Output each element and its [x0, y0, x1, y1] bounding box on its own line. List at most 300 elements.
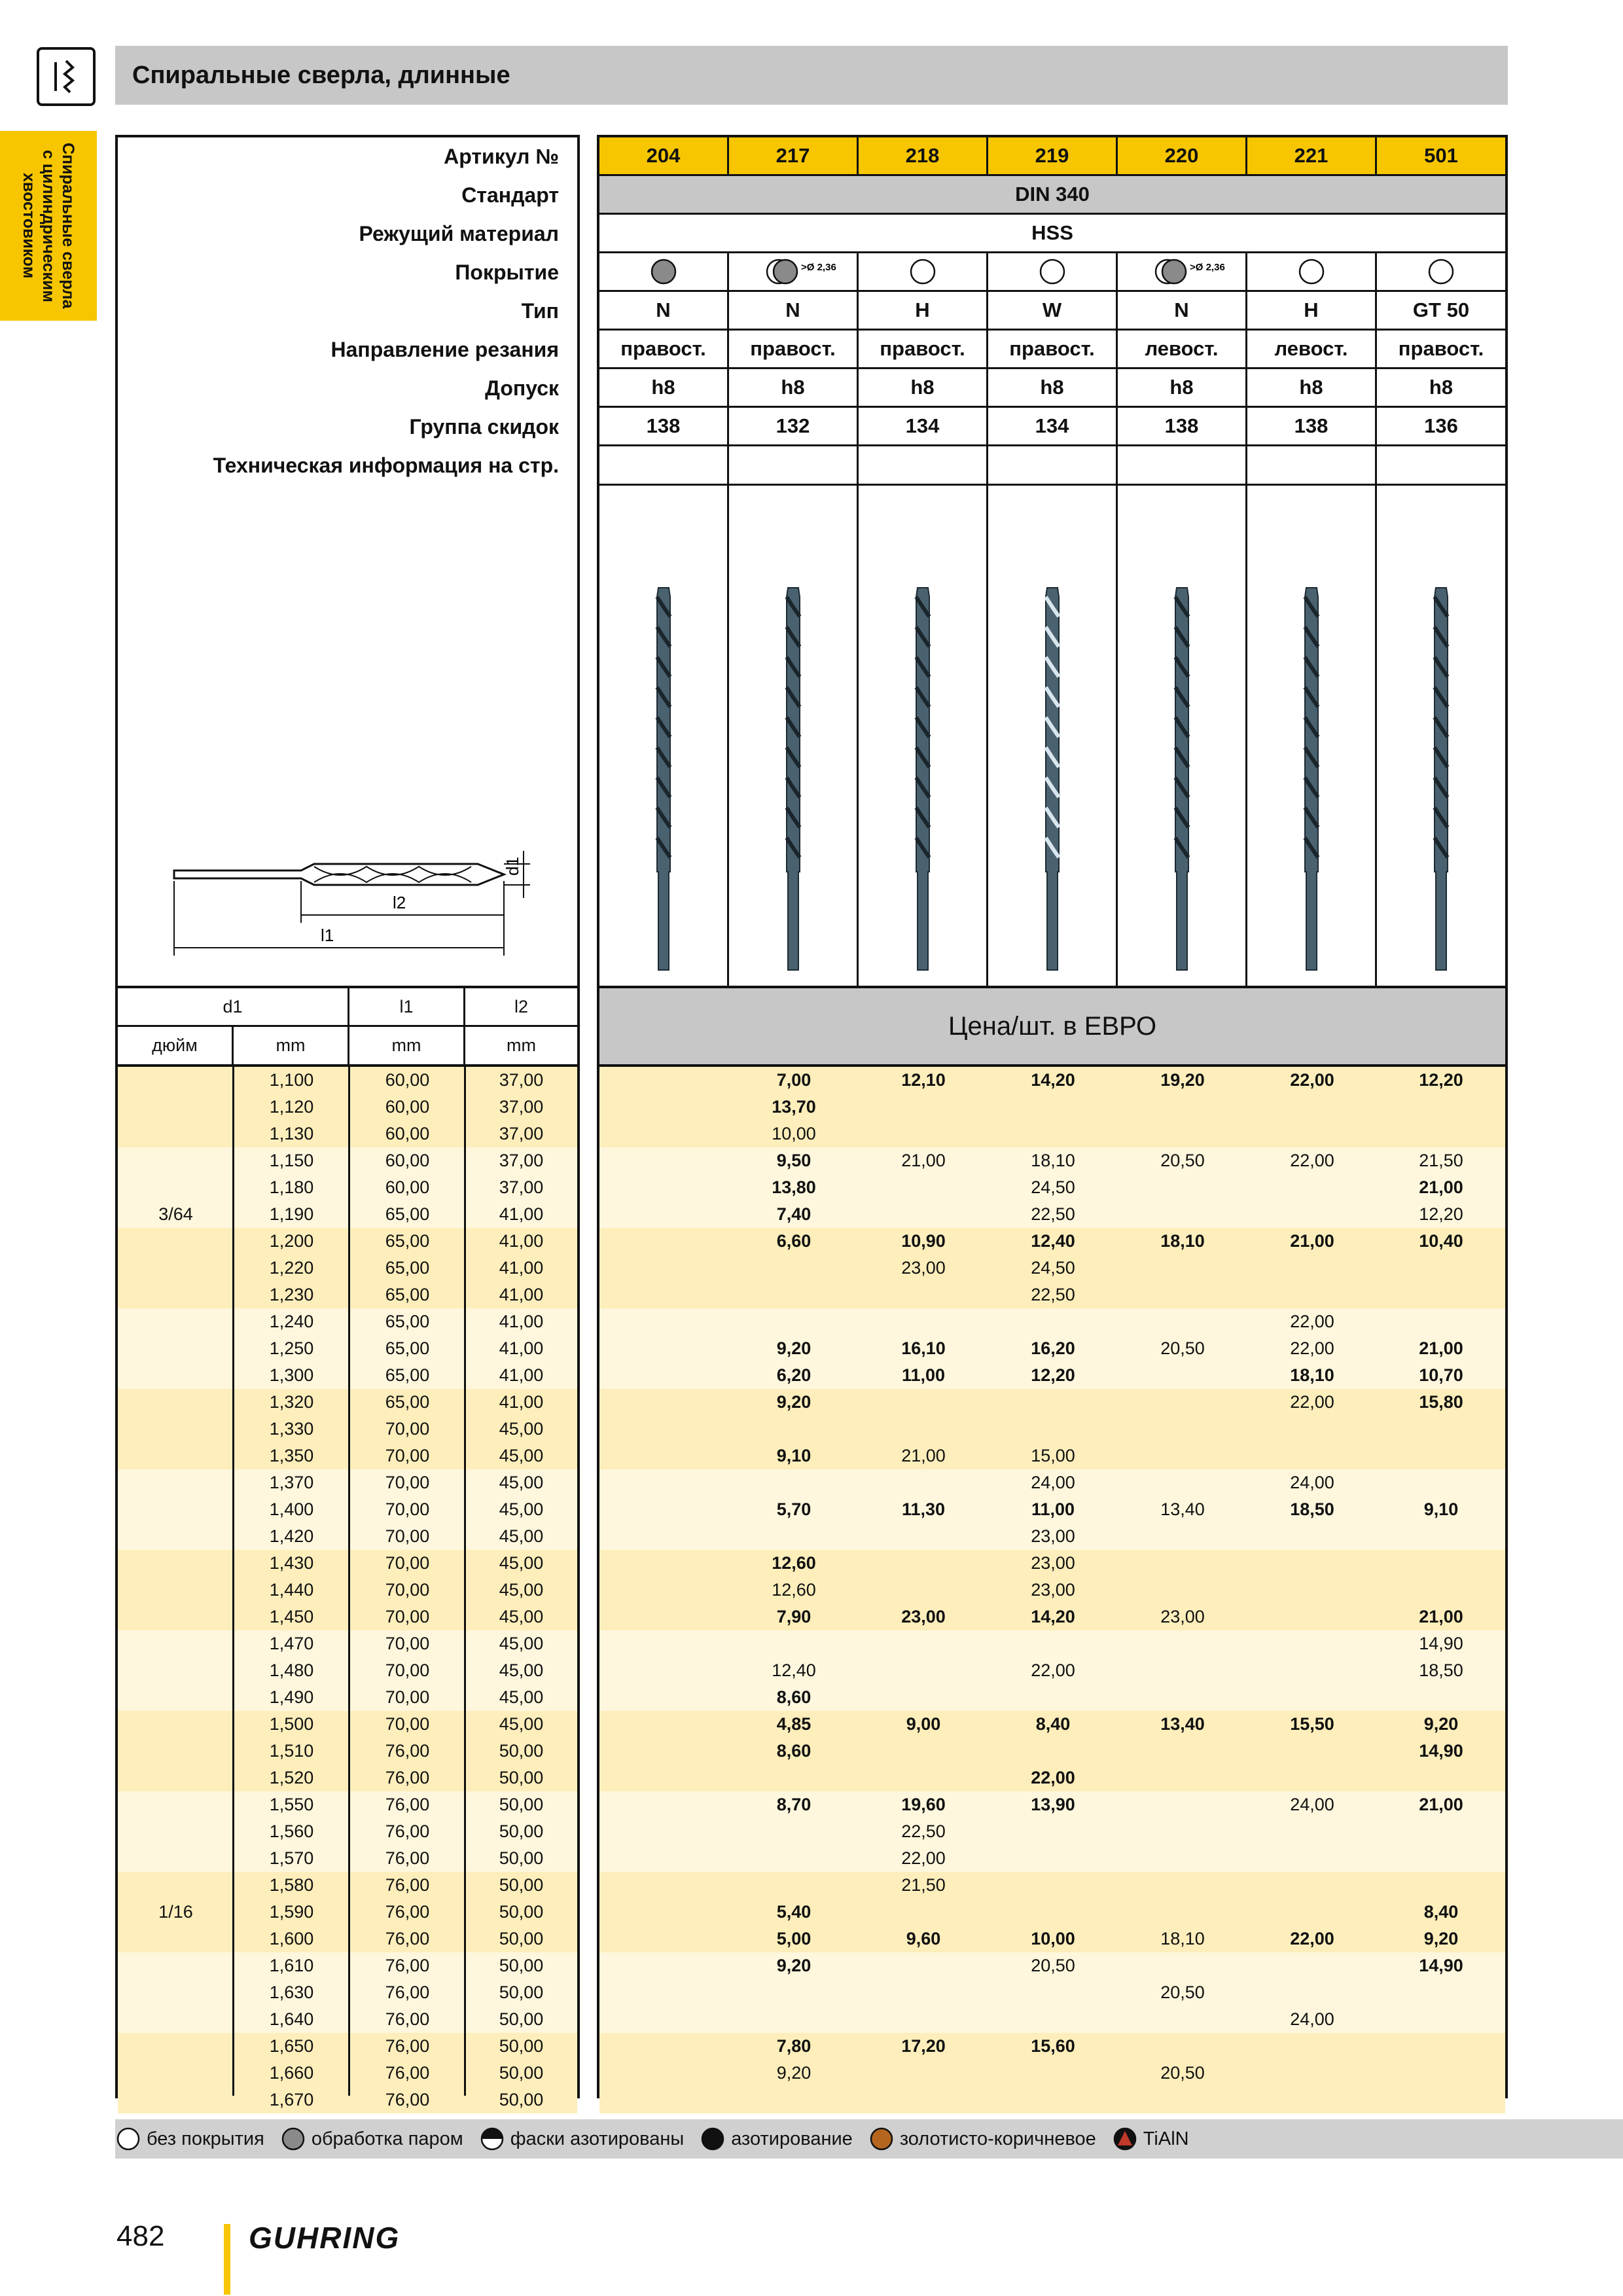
price-row [599, 1711, 1505, 1738]
cell-inch [118, 1308, 234, 1335]
price-cell: 8,60 [776, 1687, 812, 1707]
cell-d1: 1,630 [269, 1982, 314, 2002]
tolerance-value: h8 [729, 369, 859, 408]
price-cell [599, 1147, 729, 1174]
price-cell [859, 1469, 988, 1496]
price-row [599, 1201, 1505, 1228]
svg-text:>Ø 2,36: >Ø 2,36 [800, 262, 836, 273]
table-row [118, 1174, 577, 1201]
legend-label: без покрытия [147, 2128, 264, 2149]
table-row [118, 1738, 577, 1765]
price-cell [599, 1201, 729, 1228]
price-cell [859, 1094, 988, 1121]
nitrided-icon [700, 2126, 726, 2152]
price-cell [859, 1416, 988, 1443]
no-coating-icon [1020, 257, 1085, 286]
price-cell [1247, 2087, 1377, 2113]
col-header-mm-l1: mm [349, 1027, 465, 1064]
price-cell [599, 1791, 729, 1818]
cell-l1: 76,00 [385, 1848, 430, 1868]
price-cell: 24,00 [1290, 1473, 1334, 1492]
price-cell [1118, 1738, 1247, 1765]
price-cell: 12,60 [772, 1580, 816, 1600]
price-row [599, 1765, 1505, 1791]
cell-l1: 60,00 [385, 1097, 430, 1117]
price-cell: 10,00 [1031, 1929, 1075, 1948]
price-cell [988, 1684, 1118, 1711]
price-cell [1118, 1765, 1247, 1791]
cell-l1: 76,00 [385, 1821, 430, 1841]
price-cell: 14,20 [1031, 1607, 1075, 1626]
cell-inch: 3/64 [158, 1204, 193, 1224]
cell-l1: 60,00 [385, 1177, 430, 1197]
price-cell: 8,60 [776, 1741, 812, 1761]
cell-inch [118, 1657, 234, 1684]
price-cell [1247, 1282, 1377, 1308]
legend-item [479, 2126, 685, 2152]
price-cell [729, 1523, 859, 1550]
coating-cell [988, 253, 1118, 292]
cell-inch [118, 1926, 234, 1952]
drill-dimension-diagram [170, 844, 537, 975]
discount-group-value: 138 [1118, 408, 1247, 446]
cell-l2: 45,00 [499, 1553, 544, 1573]
cell-l1: 70,00 [385, 1660, 430, 1680]
cell-inch [118, 1765, 234, 1791]
price-cell: 22,50 [1031, 1285, 1075, 1304]
cell-inch [118, 1818, 234, 1845]
price-cell [859, 1121, 988, 1147]
cell-l1: 76,00 [385, 2009, 430, 2029]
diagram-l2-label: l2 [393, 893, 406, 912]
price-cell: 9,50 [776, 1151, 812, 1170]
table-row [118, 1416, 577, 1443]
price-cell: 10,70 [1419, 1365, 1463, 1385]
price-cell [1247, 1094, 1377, 1121]
price-cell [859, 1952, 988, 1979]
price-cell [1377, 1979, 1505, 2006]
cell-l2: 50,00 [499, 1848, 544, 1868]
price-cell [1247, 1630, 1377, 1657]
price-cell [1247, 1684, 1377, 1711]
cell-l1: 76,00 [385, 1902, 430, 1922]
price-cell [729, 2006, 859, 2033]
price-cell [1377, 1469, 1505, 1496]
table-row [118, 1604, 577, 1630]
price-cell [859, 1765, 988, 1791]
cell-d1: 1,510 [269, 1741, 314, 1761]
cell-d1: 1,590 [269, 1902, 314, 1922]
cell-d1: 1,500 [269, 1714, 314, 1734]
price-cell [599, 1228, 729, 1255]
price-cell [729, 2087, 859, 2113]
cell-d1: 1,220 [269, 1258, 314, 1278]
price-cell [859, 1308, 988, 1335]
price-cell [1118, 1899, 1247, 1926]
cell-l2: 45,00 [499, 1499, 544, 1519]
label-standard: Стандарт [461, 183, 559, 207]
price-cell [1377, 1550, 1505, 1577]
cell-l1: 70,00 [385, 1634, 430, 1653]
price-cell: 12,60 [772, 1553, 816, 1573]
tialn-icon [1112, 2126, 1138, 2152]
price-cell [729, 1818, 859, 1845]
drill-image-cell [1118, 486, 1247, 988]
label-tech-info: Техническая информация на стр. [213, 454, 559, 477]
price-cell: 23,00 [1031, 1526, 1075, 1546]
price-cell [1247, 1657, 1377, 1684]
table-row [118, 1550, 577, 1577]
price-cell [1118, 1469, 1247, 1496]
cell-l1: 76,00 [385, 2063, 430, 2083]
price-cell: 22,00 [1290, 1338, 1334, 1358]
price-cell: 11,00 [1031, 1499, 1075, 1519]
cell-inch [118, 1791, 234, 1818]
table-row [118, 1684, 577, 1711]
coating-cell [599, 253, 729, 292]
price-cell: 16,20 [1031, 1338, 1075, 1358]
cell-l2: 45,00 [499, 1473, 544, 1492]
table-row [118, 1201, 577, 1228]
table-row [118, 1899, 577, 1926]
price-cell [1247, 1818, 1377, 1845]
cell-l1: 65,00 [385, 1338, 430, 1358]
price-cell [1118, 1308, 1247, 1335]
tech-info-cell [599, 446, 729, 486]
label-article: Артикул № [444, 145, 559, 168]
price-cell [599, 1362, 729, 1389]
drill-image-cell [988, 486, 1118, 988]
cell-d1: 1,240 [269, 1312, 314, 1331]
price-cell: 10,90 [901, 1231, 946, 1251]
cell-inch [118, 2006, 234, 2033]
type-value: N [729, 292, 859, 331]
price-row [599, 1926, 1505, 1952]
cell-l2: 50,00 [499, 1741, 544, 1761]
steam-treated-icon [631, 257, 696, 286]
price-row [599, 1362, 1505, 1389]
prices-table [597, 1067, 1508, 2098]
price-cell: 11,00 [901, 1365, 946, 1385]
price-cell [1118, 1255, 1247, 1282]
price-row [599, 1979, 1505, 2006]
label-coating: Покрытие [455, 260, 559, 284]
cell-l2: 45,00 [499, 1714, 544, 1734]
price-cell [1247, 1979, 1377, 2006]
price-cell: 12,40 [772, 1660, 816, 1680]
cell-d1: 1,430 [269, 1553, 314, 1573]
price-cell [988, 2006, 1118, 2033]
price-row [599, 1872, 1505, 1899]
cell-l1: 76,00 [385, 2090, 430, 2109]
cell-l1: 70,00 [385, 1607, 430, 1626]
cell-d1: 1,670 [269, 2090, 314, 2109]
price-row [599, 1228, 1505, 1255]
price-cell [1377, 1443, 1505, 1469]
price-cell: 12,20 [1031, 1365, 1075, 1385]
price-cell [1377, 1308, 1505, 1335]
cell-inch: 1/16 [158, 1902, 193, 1922]
legend-label: азотирование [731, 2128, 853, 2149]
price-cell [1247, 1174, 1377, 1201]
price-cell: 19,20 [1160, 1070, 1205, 1090]
price-row [599, 1630, 1505, 1657]
coating-cell [1118, 253, 1247, 292]
cell-l2: 50,00 [499, 1902, 544, 1922]
price-cell [599, 1496, 729, 1523]
price-cell: 23,00 [1160, 1607, 1205, 1626]
price-cell [1247, 1201, 1377, 1228]
price-cell [599, 1630, 729, 1657]
attribute-labels [107, 137, 559, 485]
column-divider [348, 1067, 350, 2096]
cell-l2: 37,00 [499, 1151, 544, 1170]
price-cell: 13,40 [1160, 1714, 1205, 1734]
price-cell [599, 2006, 729, 2033]
cell-l2: 50,00 [499, 2090, 544, 2109]
price-cell: 8,40 [1035, 1714, 1071, 1734]
side-tab-line-1: Спиральные сверла [59, 143, 77, 309]
price-row [599, 1496, 1505, 1523]
direction-value: правост. [859, 331, 988, 369]
tolerance-value: h8 [859, 369, 988, 408]
price-cell: 12,40 [1031, 1231, 1075, 1251]
price-cell [1118, 1630, 1247, 1657]
price-cell [1377, 1523, 1505, 1550]
tech-info-cell [988, 446, 1118, 486]
side-tab-line-3: хвостовиком [20, 173, 38, 279]
price-cell [599, 1550, 729, 1577]
cell-inch [118, 2087, 234, 2113]
price-cell: 12,20 [1419, 1204, 1463, 1224]
cell-l2: 45,00 [499, 1526, 544, 1546]
price-cell [599, 1979, 729, 2006]
price-cell [859, 1577, 988, 1604]
price-cell: 22,50 [901, 1821, 946, 1841]
cell-inch [118, 1416, 234, 1443]
drill-image-cell [729, 486, 859, 988]
price-cell: 9,20 [1423, 1714, 1459, 1734]
cell-d1: 1,490 [269, 1687, 314, 1707]
price-cell [1118, 1362, 1247, 1389]
price-cell: 22,00 [1290, 1070, 1334, 1090]
price-cell: 21,00 [1419, 1177, 1463, 1197]
price-cell [1247, 1523, 1377, 1550]
article-number: 221 [1247, 137, 1377, 176]
price-cell [729, 1979, 859, 2006]
price-row [599, 1416, 1505, 1443]
price-cell: 18,10 [1290, 1365, 1334, 1385]
price-row [599, 1255, 1505, 1282]
price-cell [988, 1818, 1118, 1845]
price-cell [859, 1282, 988, 1308]
table-row [118, 1657, 577, 1684]
price-cell [1377, 1818, 1505, 1845]
table-row [118, 2006, 577, 2033]
cell-l1: 76,00 [385, 2036, 430, 2056]
price-cell [729, 1282, 859, 1308]
drill-image-cell [859, 486, 988, 988]
price-cell: 5,00 [776, 1929, 812, 1948]
price-cell: 9,10 [776, 1446, 812, 1465]
table-row [118, 1711, 577, 1738]
article-number: 219 [988, 137, 1118, 176]
cell-l2: 50,00 [499, 1956, 544, 1975]
price-cell: 21,50 [1419, 1151, 1463, 1170]
price-cell [1247, 1872, 1377, 1899]
price-cell [599, 1604, 729, 1630]
price-cell [1247, 1604, 1377, 1630]
price-cell: 9,10 [1423, 1499, 1459, 1519]
price-cell [859, 1684, 988, 1711]
price-cell [599, 1443, 729, 1469]
price-cell: 9,20 [776, 2063, 812, 2083]
price-cell [1377, 1577, 1505, 1604]
price-cell [599, 2060, 729, 2087]
cell-l2: 50,00 [499, 1929, 544, 1948]
legend-item [868, 2126, 1096, 2152]
direction-value: левост. [1118, 331, 1247, 369]
price-row [599, 2006, 1505, 2033]
price-cell [1377, 1255, 1505, 1282]
price-cell [599, 1872, 729, 1899]
cell-d1: 1,570 [269, 1848, 314, 1868]
cell-inch [118, 1174, 234, 1201]
drill-logo-icon [46, 56, 86, 98]
drill-image-cell [1247, 486, 1377, 988]
cell-l1: 65,00 [385, 1231, 430, 1251]
cell-l2: 45,00 [499, 1446, 544, 1465]
price-cell: 9,20 [776, 1338, 812, 1358]
cell-l1: 76,00 [385, 1741, 430, 1761]
table-row [118, 2087, 577, 2113]
legend-label: фаски азотированы [510, 2128, 685, 2149]
price-row [599, 1657, 1505, 1684]
price-cell [729, 1469, 859, 1496]
price-cell [1377, 2033, 1505, 2060]
cell-l1: 76,00 [385, 1956, 430, 1975]
cell-inch [118, 1845, 234, 1872]
cell-inch [118, 1952, 234, 1979]
price-cell [1377, 1416, 1505, 1443]
cell-l2: 50,00 [499, 2036, 544, 2056]
cell-l2: 50,00 [499, 1768, 544, 1787]
price-cell: 9,20 [776, 1392, 812, 1412]
price-cell: 22,00 [901, 1848, 946, 1868]
price-cell [1118, 1523, 1247, 1550]
price-row [599, 1818, 1505, 1845]
price-cell: 9,00 [906, 1714, 941, 1734]
col-header-mm-d1: mm [234, 1027, 349, 1064]
price-cell [1118, 1201, 1247, 1228]
price-cell: 9,60 [906, 1929, 941, 1948]
discount-group-value: 134 [988, 408, 1118, 446]
table-row [118, 2033, 577, 2060]
price-cell [1377, 1765, 1505, 1791]
price-row [599, 1791, 1505, 1818]
price-cell [859, 2006, 988, 2033]
legend-label: TiAlN [1143, 2128, 1189, 2149]
price-cell [729, 1308, 859, 1335]
table-row [118, 1926, 577, 1952]
price-cell [599, 1657, 729, 1684]
cell-inch [118, 1121, 234, 1147]
article-number: 204 [599, 137, 729, 176]
cell-l2: 41,00 [499, 1392, 544, 1412]
price-row [599, 1147, 1505, 1174]
type-value: N [599, 292, 729, 331]
cell-l1: 76,00 [385, 1795, 430, 1814]
cell-inch [118, 1496, 234, 1523]
cell-l1: 70,00 [385, 1419, 430, 1439]
table-row [118, 1228, 577, 1255]
price-cell [1247, 2033, 1377, 2060]
price-cell [599, 1335, 729, 1362]
price-cell: 22,00 [1290, 1929, 1334, 1948]
price-cell: 5,70 [776, 1499, 812, 1519]
price-cell: 12,10 [901, 1070, 946, 1090]
price-cell [859, 1899, 988, 1926]
price-cell: 21,00 [1419, 1795, 1463, 1814]
price-cell [599, 1926, 729, 1952]
drill-bit-image [1292, 584, 1331, 977]
cell-l2: 50,00 [499, 2063, 544, 2083]
cell-l1: 60,00 [385, 1070, 430, 1090]
price-cell: 24,50 [1031, 1177, 1075, 1197]
price-cell [729, 1845, 859, 1872]
price-cell [1247, 1255, 1377, 1282]
steam-treated-icon [280, 2126, 306, 2152]
cell-d1: 1,520 [269, 1768, 314, 1787]
table-row [118, 1630, 577, 1657]
cell-inch [118, 1067, 234, 1094]
price-cell: 18,10 [1160, 1929, 1205, 1948]
price-row [599, 1067, 1505, 1094]
table-row [118, 1094, 577, 1121]
price-cell: 18,50 [1290, 1499, 1334, 1519]
discount-group-value: 132 [729, 408, 859, 446]
price-row [599, 1738, 1505, 1765]
cell-l2: 45,00 [499, 1419, 544, 1439]
tech-info-cell [859, 446, 988, 486]
price-row [599, 1469, 1505, 1496]
price-row [599, 1577, 1505, 1604]
cell-l1: 60,00 [385, 1124, 430, 1143]
cell-inch [118, 1389, 234, 1416]
price-cell [1377, 1872, 1505, 1899]
drill-bit-image [644, 584, 683, 977]
price-cell [599, 1818, 729, 1845]
price-cell: 24,50 [1031, 1258, 1075, 1278]
price-cell [599, 1094, 729, 1121]
coating-legend [115, 2119, 1623, 2159]
cell-inch [118, 1979, 234, 2006]
price-cell: 21,00 [901, 1446, 946, 1465]
cell-l2: 41,00 [499, 1312, 544, 1331]
drill-image-cell [599, 486, 729, 988]
price-cell [988, 2087, 1118, 2113]
price-cell: 4,85 [776, 1714, 812, 1734]
cell-l1: 70,00 [385, 1446, 430, 1465]
drill-bit-image [774, 584, 813, 977]
cell-d1: 1,420 [269, 1526, 314, 1546]
price-cell: 22,00 [1290, 1392, 1334, 1412]
type-value: H [1247, 292, 1377, 331]
cell-l2: 37,00 [499, 1177, 544, 1197]
price-cell [599, 1067, 729, 1094]
cell-d1: 1,550 [269, 1795, 314, 1814]
legend-item [115, 2126, 264, 2152]
